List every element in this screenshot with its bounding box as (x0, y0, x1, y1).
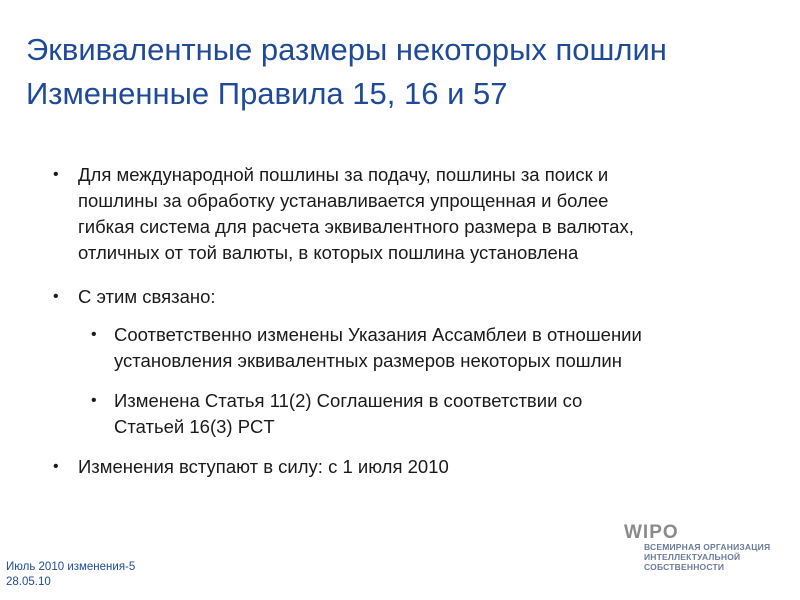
bullet-marker: • (53, 166, 59, 183)
bullet-text-line: Изменения вступают в силу: с 1 июля 2010 (78, 456, 449, 477)
slide-title-line-1: Эквивалентные размеры некоторых пошлин (26, 32, 667, 67)
slide-footer (6, 560, 135, 590)
bullet-text-line: пошлины за обработку устанавливается упрощенная и более (78, 190, 609, 211)
bullet-text-line: установления эквивалентных размеров некоторых пошлин (114, 350, 622, 371)
slide-title-line-2: Измененные Правила 15, 16 и 57 (26, 76, 508, 111)
bullet-text-line: Статьей 16(3) PCT (114, 416, 275, 437)
bullet-item-1 (53, 162, 634, 266)
sub-bullet-item-2 (91, 388, 583, 440)
wipo-org-line: СОБСТВЕННОСТИ (644, 562, 725, 572)
bullet-marker: • (91, 326, 97, 343)
bullet-text-line: Изменена Статья 11(2) Соглашения в соответствии со (114, 390, 583, 411)
footer-line-1: Июль 2010 изменения-5 (6, 561, 136, 573)
bullet-text-line: С этим связано: (78, 286, 216, 307)
wipo-org-line: ВСЕМИРНАЯ ОРГАНИЗАЦИЯ (644, 542, 771, 552)
bullet-text-line: отличных от той валюты, в которых пошлина установлена (78, 242, 579, 263)
wipo-logo (624, 522, 784, 574)
wipo-org-line: ИНТЕЛЛЕКТУАЛЬНОЙ (644, 552, 741, 562)
bullet-item-3 (53, 454, 449, 480)
bullet-item-2 (53, 284, 216, 310)
sub-bullet-item-1 (91, 322, 642, 374)
wipo-wordmark: WIPO (624, 522, 679, 543)
bullet-marker: • (53, 458, 59, 475)
bullet-text-line: гибкая система для расчета эквивалентного размера в валютах, (78, 216, 634, 237)
bullet-marker: • (53, 288, 59, 305)
wipo-org-name (644, 542, 770, 572)
footer-date: 28.05.10 (6, 576, 51, 588)
bullet-text-line: Для международной пошлины за подачу, пошлины за поиск и (78, 164, 609, 185)
bullet-marker: • (91, 392, 97, 409)
bullet-text-line: Соответственно изменены Указания Ассамблеи в отношении (114, 324, 642, 345)
